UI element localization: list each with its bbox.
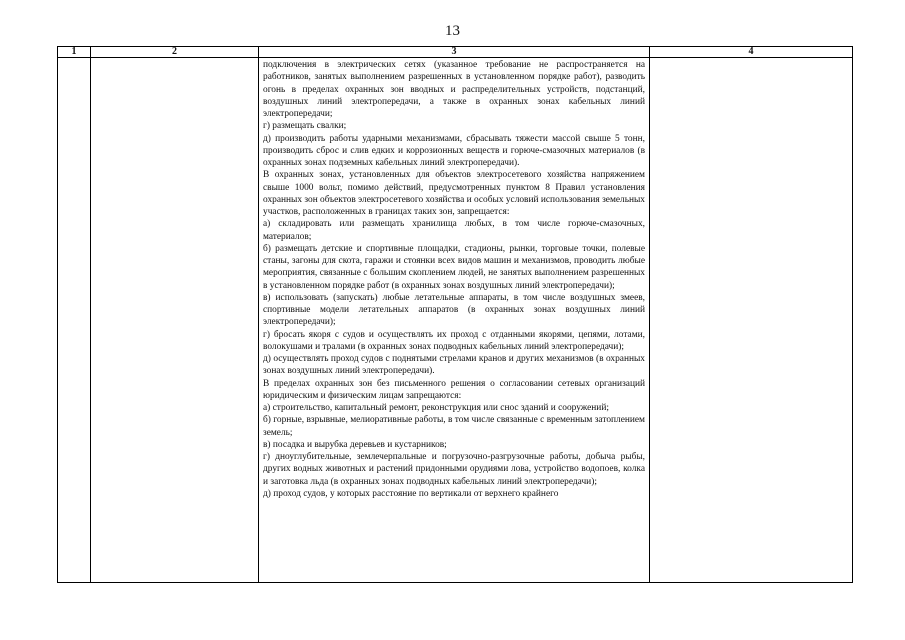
table-header-row: [58, 47, 853, 58]
column-header-4: 4: [650, 47, 853, 58]
cell-column-3: [259, 58, 650, 583]
paragraph: подключения в электрических сетях (указанное требование не распространяется на работников, занятых выполнением разрешенных в установленном порядке работ), разводить огонь в пределах охранных зон вводных и распределительных устройств, подстанций, воздушных линий электропередачи, а также в охранных зонах кабельных линий электропередачи;: [263, 60, 645, 119]
column-header-3: 3: [259, 47, 650, 58]
paragraph: В пределах охранных зон без письменного решения о согласовании сетевых организаций юридическим и физическим лицам запрещаются:: [263, 378, 645, 401]
column-header-1: 1: [58, 47, 91, 58]
paragraph: б) горные, взрывные, мелиоративные работы, в том числе связанные с временным затоплением земель;: [263, 415, 645, 438]
paragraph: д) осуществлять проход судов с поднятыми стрелами кранов и других механизмов (в охранных зонах воздушных линий электропередачи).: [263, 354, 645, 377]
paragraph: а) строительство, капитальный ремонт, реконструкция или снос зданий и сооружений;: [263, 403, 609, 413]
page-number: 13: [445, 23, 460, 39]
paragraph: в) использовать (запускать) любые летательные аппараты, в том числе воздушных змеев, спортивные модели летательных аппаратов (в охранных зонах воздушных линий электропередачи);: [263, 292, 645, 328]
paragraph: г) размещать свалки;: [263, 121, 347, 132]
column-header-2: 2: [91, 47, 259, 58]
cell-column-1: [58, 58, 91, 583]
paragraph: а) складировать или размещать хранилища любых, в том числе горюче-смазочных, материалов;: [263, 219, 645, 242]
cell-column-2: [91, 58, 259, 583]
paragraph: д) производить работы ударными механизмами, сбрасывать тяжести массой свыше 5 тонн, производить сброс и слив едких и коррозионных веществ и горюче-смазочных материалов (в охранных зонах подземных кабельных линий электропередачи).: [263, 133, 645, 168]
table-row: [58, 58, 853, 583]
paragraph: г) бросать якоря с судов и осуществлять их проход с отданными якорями, цепями, лотами, волокушами и тралами (в охранных зонах подводных кабельных линий электропередачи);: [263, 329, 645, 352]
document-table: [57, 46, 853, 583]
cell-column-3-text: [259, 58, 649, 582]
paragraph: В охранных зонах, установленных для объектов электросетевого хозяйства напряжением свыше 1000 вольт, помимо действий, предусмотренных пунктом 8 Правил установления охранных зон объектов электросетевого хозяйства и особых условий использования земельных участков, расположенных в границах таких зон, запрещается:: [263, 170, 645, 217]
paragraph: б) размещать детские и спортивные площадки, стадионы, рынки, торговые точки, полевые станы, загоны для скота, гаражи и стоянки всех видов машин и механизмов, проводить любые мероприятия, связанные с большим скоплением людей, не занятых выполнением разрешенных в установленном порядке работ (в охранных зонах воздушных линий электропередачи);: [263, 243, 645, 291]
cell-column-4: [650, 58, 853, 583]
paragraph: г) дноуглубительные, землечерпальные и погрузочно-разгрузочные работы, добыча рыбы, других водных животных и растений придонными орудиями лова, устройство водопоев, колка и заготовка льда (в охранных зонах подводных кабельных линий электропередачи);: [263, 452, 645, 487]
paragraph: в) посадка и вырубка деревьев и кустарников;: [263, 439, 447, 450]
paragraph: д) проход судов, у которых расстояние по вертикали от верхнего крайнего: [263, 488, 559, 499]
